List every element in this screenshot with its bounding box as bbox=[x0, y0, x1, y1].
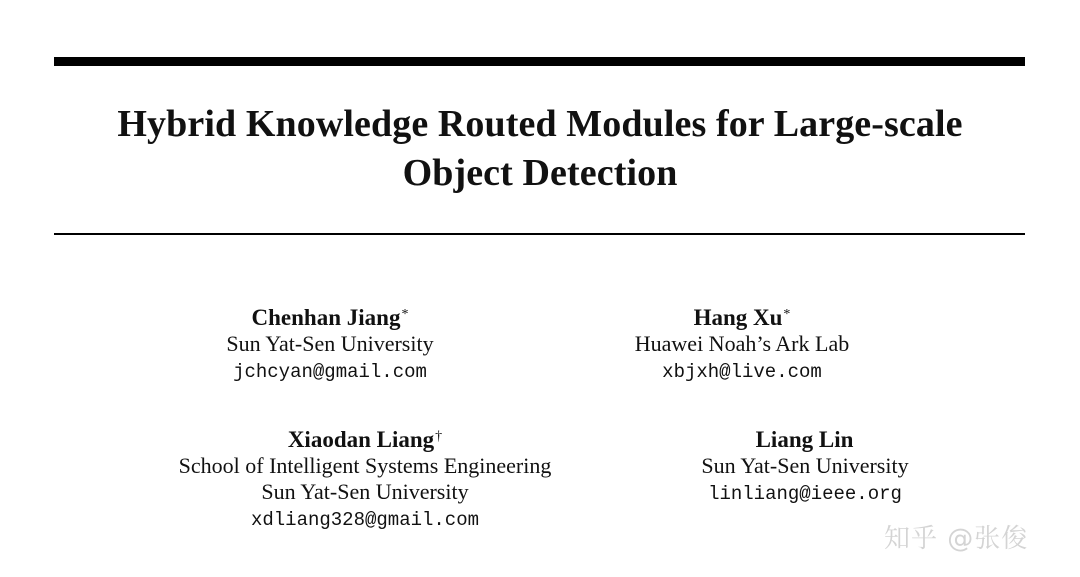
author-name-text: Xiaodan Liang bbox=[287, 427, 435, 452]
author-footnote-mark: † bbox=[435, 429, 443, 444]
title-top-rule bbox=[54, 57, 1025, 66]
author-name bbox=[90, 304, 570, 331]
author-name-text: Chenhan Jiang bbox=[251, 305, 401, 330]
author-email: jchcyan@gmail.com bbox=[233, 361, 427, 383]
author-affiliation: Sun Yat-Sen University bbox=[261, 479, 469, 504]
author-email: linliang@ieee.org bbox=[708, 483, 902, 505]
paper-title-line-2: Object Detection bbox=[402, 152, 678, 194]
author-affiliation: Sun Yat-Sen University bbox=[701, 453, 909, 478]
author-affiliation: School of Intelligent Systems Engineering bbox=[178, 453, 552, 478]
author-email: xbjxh@live.com bbox=[662, 361, 822, 383]
author-email: xdliang328@gmail.com bbox=[250, 509, 480, 531]
author-name bbox=[125, 426, 605, 453]
author-name bbox=[502, 304, 982, 331]
author-block-xiaodan-liang bbox=[125, 426, 605, 534]
author-block-chenhan-jiang bbox=[90, 304, 570, 386]
author-name-text: Hang Xu bbox=[693, 305, 783, 330]
paper-title-line-1: Hybrid Knowledge Routed Modules for Large-scale bbox=[117, 103, 963, 145]
author-affiliation: Huawei Noah’s Ark Lab bbox=[634, 331, 850, 356]
author-footnote-mark: * bbox=[401, 307, 409, 322]
author-name-text: Liang Lin bbox=[755, 427, 854, 452]
author-affiliation: Sun Yat-Sen University bbox=[226, 331, 434, 356]
zhihu-watermark: 知乎 @张俊 bbox=[884, 524, 1029, 554]
author-block-hang-xu bbox=[502, 304, 982, 386]
paper-title bbox=[0, 100, 1080, 198]
title-bottom-rule bbox=[54, 233, 1025, 235]
author-footnote-mark: * bbox=[783, 307, 791, 322]
author-name bbox=[565, 426, 1045, 453]
author-block-liang-lin bbox=[565, 426, 1045, 508]
